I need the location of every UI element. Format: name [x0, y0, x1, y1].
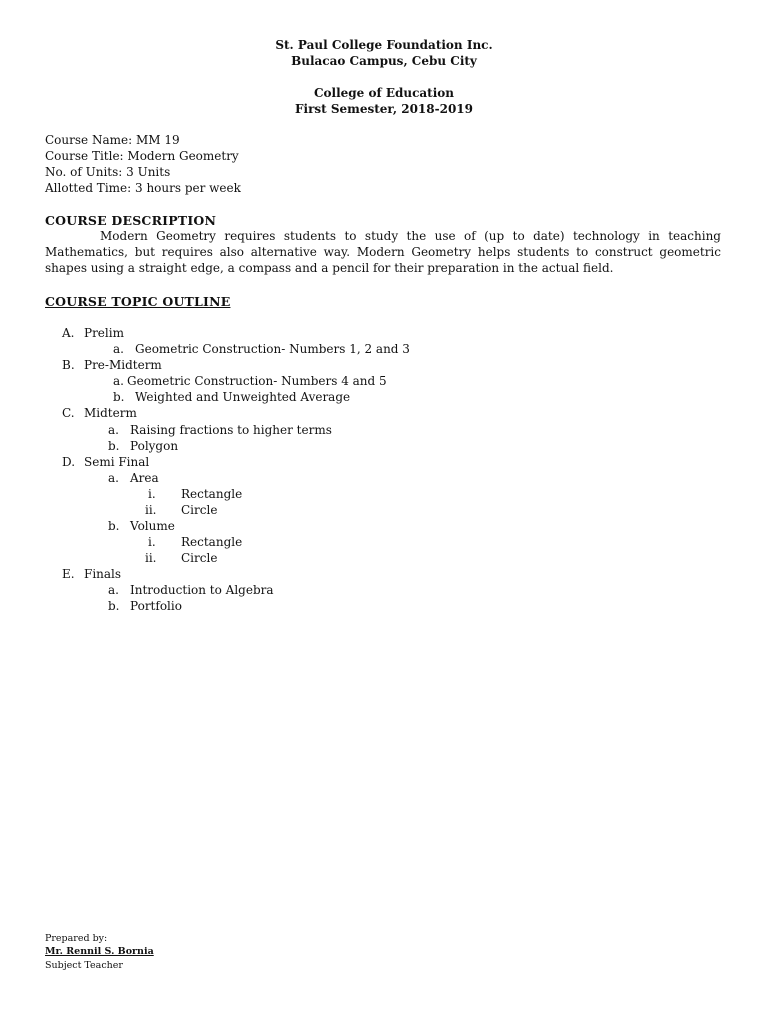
- outline-marker: B.: [62, 358, 75, 372]
- outline-label: Introduction to Algebra: [130, 583, 274, 597]
- outline-subitem: [113, 374, 387, 388]
- preparer-role: Subject Teacher: [45, 960, 123, 971]
- campus-name: Bulacao Campus, Cebu City: [291, 54, 477, 68]
- outline-label: Geometric Construction- Numbers 1, 2 and 3: [135, 342, 410, 356]
- outline-marker: D.: [62, 455, 76, 469]
- course-description-body: Modern Geometry requires students to study the use of (up to date) technology in teaching Mathematics, but requires also alternative way. Modern Geometry helps students to construct geometric shapes using a straight edge, a compass and a pencil for their preparation in the actual field.: [45, 229, 721, 275]
- outline-label: Weighted and Unweighted Average: [135, 390, 351, 404]
- outline-label: Geometric Construction- Numbers 4 and 5: [127, 374, 387, 388]
- semester: First Semester, 2018-2019: [294, 102, 474, 116]
- outline-marker: b.: [108, 439, 120, 453]
- outline-subitem: [108, 519, 175, 533]
- outline-item-finals: [62, 567, 121, 581]
- allotted-time: Allotted Time: 3 hours per week: [45, 181, 241, 195]
- course-units: No. of Units: 3 Units: [45, 165, 171, 179]
- outline-label: Pre-Midterm: [84, 358, 162, 372]
- course-name: Course Name: MM 19: [45, 133, 180, 147]
- outline-marker: a.: [108, 471, 119, 485]
- outline-subitem: [108, 471, 159, 485]
- outline-label: Circle: [181, 551, 218, 565]
- outline-marker: b.: [113, 390, 125, 404]
- outline-subitem: [108, 423, 332, 437]
- outline-label: Portfolio: [130, 599, 182, 613]
- school-name: St. Paul College Foundation Inc.: [275, 38, 493, 52]
- outline-subitem: [113, 390, 350, 404]
- outline-marker: a.: [108, 423, 119, 437]
- outline-label: Rectangle: [181, 535, 243, 549]
- outline-marker: i.: [148, 535, 156, 549]
- outline-label: Circle: [181, 503, 218, 517]
- outline-subsubitem: [148, 487, 242, 501]
- college-name: College of Education: [313, 86, 455, 100]
- course-description-text: [45, 228, 721, 276]
- outline-subsubitem: [145, 551, 217, 565]
- outline-subsubitem: [145, 503, 217, 517]
- outline-label: Finals: [84, 567, 122, 581]
- course-description-heading: COURSE DESCRIPTION: [45, 213, 217, 228]
- outline-marker: E.: [62, 567, 75, 581]
- outline-item-prelim: [62, 326, 124, 340]
- outline-marker: a.: [113, 374, 124, 388]
- outline-marker: ii.: [145, 503, 157, 517]
- outline-marker: a.: [113, 342, 124, 356]
- outline-subitem: [108, 583, 274, 597]
- outline-label: Prelim: [84, 326, 124, 340]
- outline-item-pre-midterm: [62, 358, 162, 372]
- prepared-by-label: Prepared by:: [45, 933, 108, 944]
- outline-subitem: [113, 342, 410, 356]
- outline-label: Volume: [130, 519, 175, 533]
- outline-marker: i.: [148, 487, 156, 501]
- preparer-name: Mr. Rennil S. Bornia: [45, 946, 154, 957]
- outline-marker: ii.: [145, 551, 157, 565]
- outline-label: Midterm: [84, 406, 137, 420]
- course-title: Course Title: Modern Geometry: [45, 149, 239, 163]
- outline-label: Semi Final: [84, 455, 150, 469]
- course-topic-outline-heading: COURSE TOPIC OUTLINE: [45, 294, 231, 309]
- outline-item-semi-final: [62, 455, 149, 469]
- outline-subitem: [108, 439, 178, 453]
- outline-marker: A.: [62, 326, 75, 340]
- outline-marker: a.: [108, 583, 119, 597]
- outline-label: Polygon: [130, 439, 179, 453]
- outline-marker: C.: [62, 406, 75, 420]
- outline-marker: b.: [108, 519, 120, 533]
- outline-item-midterm: [62, 406, 137, 420]
- outline-label: Rectangle: [181, 487, 243, 501]
- outline-subitem: [108, 599, 182, 613]
- outline-label: Area: [130, 471, 159, 485]
- outline-label: Raising fractions to higher terms: [130, 423, 332, 437]
- outline-marker: b.: [108, 599, 120, 613]
- outline-subsubitem: [148, 535, 242, 549]
